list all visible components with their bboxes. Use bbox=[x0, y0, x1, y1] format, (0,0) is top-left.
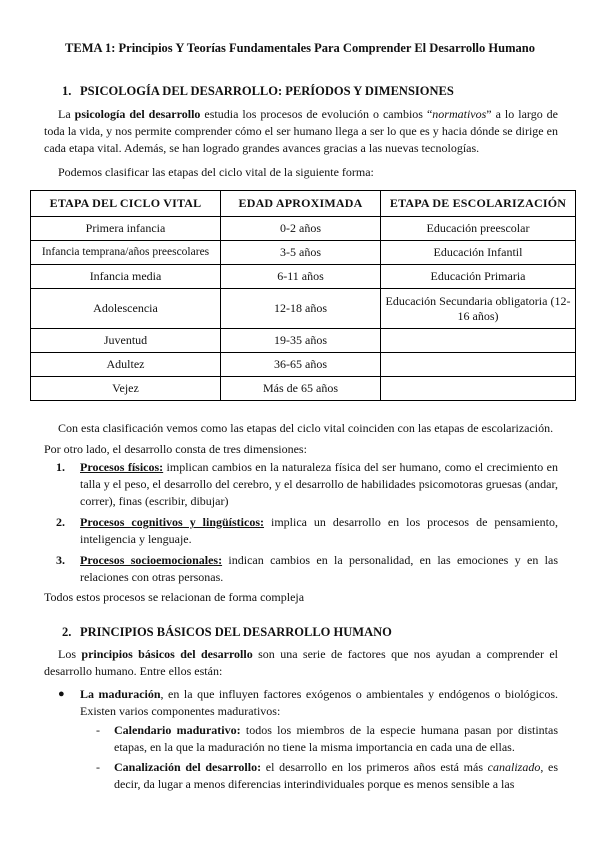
dimension-text: indican cambios en la personalidad, en las emociones y en las relaciones con otras personas. bbox=[80, 553, 558, 584]
table-cell: 19-35 años bbox=[221, 329, 381, 353]
sub-term: Canalización del desarrollo: bbox=[114, 760, 262, 774]
table-cell: Infancia media bbox=[31, 265, 221, 289]
intro-bold: psicología del desarrollo bbox=[74, 107, 201, 121]
intro-text: Los bbox=[58, 647, 82, 661]
sub-list bbox=[80, 722, 558, 793]
section-2-number: 2. bbox=[62, 625, 72, 639]
table-header: ETAPA DEL CICLO VITAL bbox=[31, 191, 221, 217]
list-item bbox=[58, 686, 558, 793]
list-item bbox=[56, 552, 558, 586]
table-row bbox=[31, 289, 576, 329]
table-header: ETAPA DE ESCOLARIZACIÓN bbox=[381, 191, 576, 217]
dash-icon: - bbox=[96, 760, 100, 774]
list-item bbox=[56, 514, 559, 548]
sub-text: el desarrollo en los primeros años está más bbox=[261, 760, 488, 774]
dimensions-intro: Por otro lado, el desarrollo consta de tres dimensiones: bbox=[44, 442, 307, 456]
table-row bbox=[31, 377, 576, 401]
sub-text: , es decir, da lugar a menos diferencias interindividuales porque es menos sensible a las bbox=[114, 760, 558, 791]
section-1-number: 1. bbox=[62, 84, 72, 98]
table-cell: 12-18 años bbox=[221, 289, 381, 329]
table-cell: Educación Primaria bbox=[381, 265, 576, 289]
principles-list bbox=[58, 686, 558, 796]
dimension-text: implica un desarrollo en los procesos de pensamiento, inteligencia y lenguaje. bbox=[80, 515, 559, 546]
after-table-text: Con esta clasificación vemos como las etapas del ciclo vital coinciden con las etapas de escolarización. bbox=[58, 421, 554, 435]
table-cell bbox=[381, 329, 576, 353]
table-row bbox=[31, 217, 576, 241]
table-cell: Educación Infantil bbox=[381, 241, 576, 265]
intro-text: La bbox=[58, 107, 75, 121]
intro-text: ” a lo largo de toda la vida, y nos permite comprender cómo el ser humano llega a ser lo que es y hacia dónde se dirige en cada etapa vital. Además, se han logrado grandes avances gracias a las nuevas tecnologías. bbox=[44, 107, 559, 155]
dimension-term: Procesos físicos: bbox=[80, 460, 164, 474]
intro-text: estudia los procesos de evolución o cambios “ bbox=[200, 107, 433, 121]
table-cell: 36-65 años bbox=[221, 353, 381, 377]
dash-icon: - bbox=[96, 723, 100, 737]
table-cell: Primera infancia bbox=[31, 217, 221, 241]
list-number: 3. bbox=[56, 553, 65, 567]
section-2-intro bbox=[44, 646, 558, 680]
table-row bbox=[31, 241, 576, 265]
list-item bbox=[56, 459, 559, 510]
section-2-heading bbox=[62, 624, 392, 641]
sub-italic: canalizado bbox=[487, 760, 541, 774]
bullet-icon: ● bbox=[58, 688, 65, 700]
section-1-heading bbox=[62, 83, 454, 100]
principle-text: , en la que influyen factores exógenos o ambientales y endógenos o biológicos. Existen varios componentes madurativos: bbox=[80, 687, 558, 718]
closing-text: Todos estos procesos se relacionan de forma compleja bbox=[44, 590, 305, 604]
principle-term: La maduración bbox=[80, 687, 161, 701]
table-header-row bbox=[31, 191, 576, 217]
table-cell: Educación preescolar bbox=[381, 217, 576, 241]
table-cell: 0-2 años bbox=[221, 217, 381, 241]
classify-text: Podemos clasificar las etapas del ciclo vital de la siguiente forma: bbox=[58, 165, 374, 179]
section-2-title: PRINCIPIOS BÁSICOS DEL DESARROLLO HUMANO bbox=[80, 625, 392, 639]
table-header: EDAD APROXIMADA bbox=[221, 191, 381, 217]
document-title: TEMA 1: Principios Y Teorías Fundamentales Para Comprender El Desarrollo Humano bbox=[65, 41, 535, 55]
table-row bbox=[31, 353, 576, 377]
table-cell: 6-11 años bbox=[221, 265, 381, 289]
table-cell: Más de 65 años bbox=[221, 377, 381, 401]
dimension-term: Procesos cognitivos y lingüísticos: bbox=[80, 515, 265, 529]
list-number: 2. bbox=[56, 515, 65, 529]
table-cell: Juventud bbox=[31, 329, 221, 353]
dimensions-list bbox=[56, 459, 559, 590]
dimension-text: implican cambios en la naturaleza física del ser humano, como el crecimiento en talla y el peso, el desarrollo del cerebro, y el desarrollo de habilidades psicomotoras gruesas (andar, correr), finas (escribir, dibujar) bbox=[80, 460, 559, 508]
table-cell: 3-5 años bbox=[221, 241, 381, 265]
table-row bbox=[31, 329, 576, 353]
table-cell: Adultez bbox=[31, 353, 221, 377]
table-cell: Infancia temprana/años preescolares bbox=[31, 241, 221, 265]
dimension-term: Procesos socioemocionales: bbox=[80, 553, 223, 567]
intro-bold: principios básicos del desarrollo bbox=[81, 647, 253, 661]
section-1-intro bbox=[44, 106, 558, 157]
table-cell: Educación Secundaria obligatoria (12-16 años) bbox=[381, 289, 576, 329]
list-item bbox=[80, 759, 558, 793]
life-cycle-table bbox=[30, 190, 576, 401]
intro-text: son una serie de factores que nos ayudan a comprender el desarrollo humano. Entre ellos están: bbox=[44, 647, 559, 678]
section-1-title: PSICOLOGÍA DEL DESARROLLO: PERÍODOS Y DIMENSIONES bbox=[80, 84, 454, 98]
sub-text: todos los miembros de la especie humana pasan por distintas etapas, en la que la maduración no tiene la misma importancia en cada una de ellas. bbox=[114, 723, 558, 754]
list-item bbox=[80, 722, 558, 756]
table-row bbox=[31, 265, 576, 289]
intro-italic: normativos bbox=[432, 107, 487, 121]
table-cell: Vejez bbox=[31, 377, 221, 401]
table-cell bbox=[381, 353, 576, 377]
table-cell bbox=[381, 377, 576, 401]
sub-term: Calendario madurativo: bbox=[114, 723, 241, 737]
list-number: 1. bbox=[56, 460, 65, 474]
table-cell: Adolescencia bbox=[31, 289, 221, 329]
